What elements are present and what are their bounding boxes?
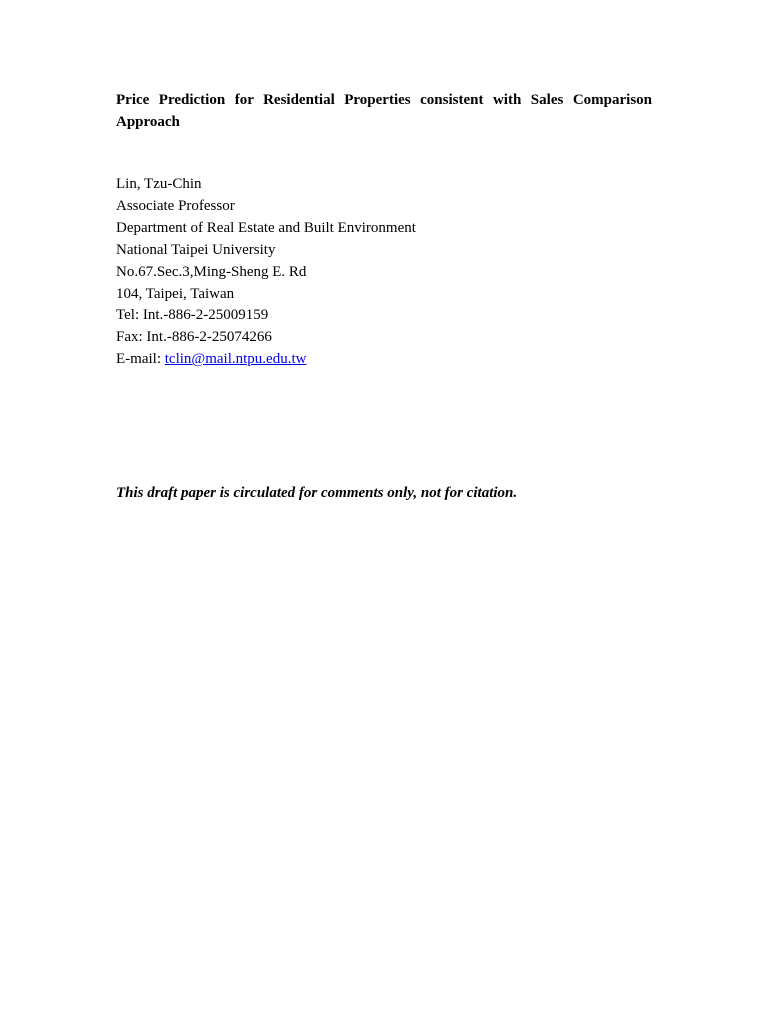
author-department: Department of Real Estate and Built Environment xyxy=(116,219,416,236)
email-label: E-mail: xyxy=(116,351,165,368)
author-university: National Taipei University xyxy=(116,241,276,258)
email-link[interactable]: tclin@mail.ntpu.edu.tw xyxy=(164,351,307,368)
author-email-line xyxy=(116,349,676,371)
author-street: No.67.Sec.3,Ming-Sheng E. Rd xyxy=(116,263,307,280)
paper-title: Price Prediction for Residential Properties consistent with Sales Comparison Approach xyxy=(116,92,652,130)
author-tel: Tel: Int.-886-2-25009159 xyxy=(116,307,269,324)
author-position: Associate Professor xyxy=(116,197,235,214)
author-name: Lin, Tzu-Chin xyxy=(116,176,202,192)
draft-notice: This draft paper is circulated for comments only, not for citation. xyxy=(116,485,518,501)
author-info xyxy=(116,174,676,371)
author-fax: Fax: Int.-886-2-25074266 xyxy=(116,329,272,346)
author-city: 104, Taipei, Taiwan xyxy=(116,285,235,302)
